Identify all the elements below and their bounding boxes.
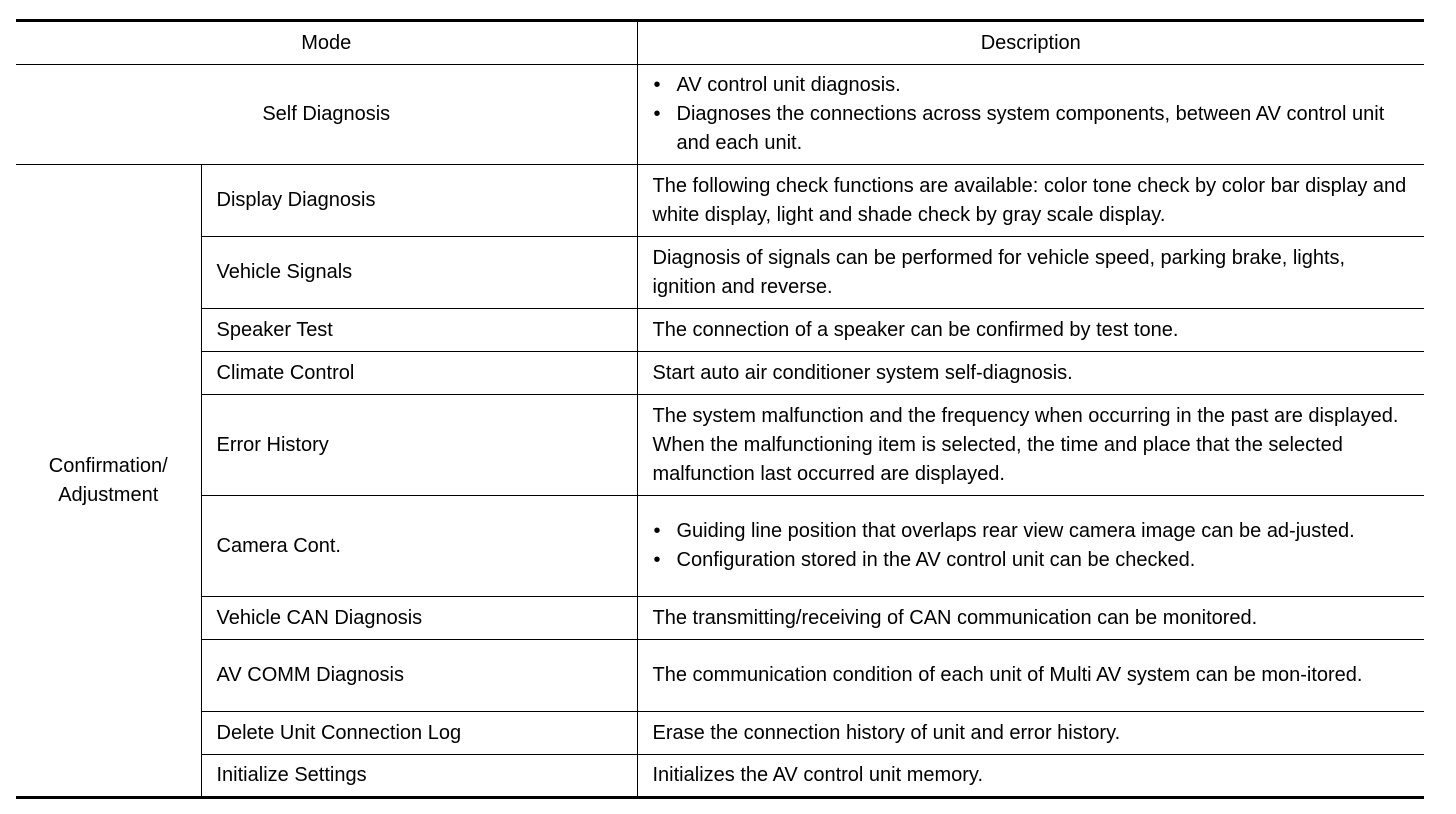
description-column-header: Description <box>637 21 1424 65</box>
description-cell: The connection of a speaker can be confirmed by test tone. <box>637 309 1424 352</box>
table-row <box>16 712 1424 755</box>
bullet-item: • Configuration stored in the AV control unit can be checked. <box>653 546 1415 575</box>
mode-cell: Initialize Settings <box>201 755 637 798</box>
table-row <box>16 309 1424 352</box>
bullet-item: • Guiding line position that overlaps rear view camera image can be ad-justed. <box>653 517 1415 546</box>
bullet-list <box>653 71 1415 158</box>
table-row <box>16 352 1424 395</box>
description-cell: Erase the connection history of unit and error history. <box>637 712 1424 755</box>
bullet-item: • Diagnoses the connections across system components, between AV control unit and each unit. <box>653 100 1415 158</box>
mode-cell: Display Diagnosis <box>201 165 637 237</box>
table-row <box>16 65 1424 165</box>
mode-cell: Error History <box>201 395 637 496</box>
description-cell: The system malfunction and the frequency when occurring in the past are displayed. When the malfunctioning item is selected, the time and place that the selected malfunction last occurred are displayed. <box>637 395 1424 496</box>
description-cell: The transmitting/receiving of CAN communication can be monitored. <box>637 597 1424 640</box>
description-cell: The communication condition of each unit of Multi AV system can be mon-itored. <box>637 640 1424 712</box>
table-row <box>16 496 1424 597</box>
table-row <box>16 640 1424 712</box>
mode-cell: Vehicle CAN Diagnosis <box>201 597 637 640</box>
description-cell: The following check functions are available: color tone check by color bar display and white display, light and shade check by gray scale display. <box>637 165 1424 237</box>
confirmation-adjustment-group-label: Confirmation/ Adjustment <box>16 165 201 798</box>
bullet-list <box>653 517 1415 575</box>
table-row <box>16 395 1424 496</box>
self-diagnosis-mode: Self Diagnosis <box>16 65 637 165</box>
table-row <box>16 237 1424 309</box>
description-cell: Initializes the AV control unit memory. <box>637 755 1424 798</box>
mode-cell: Climate Control <box>201 352 637 395</box>
mode-cell: AV COMM Diagnosis <box>201 640 637 712</box>
self-diagnosis-description <box>637 65 1424 165</box>
mode-cell: Vehicle Signals <box>201 237 637 309</box>
description-cell: Start auto air conditioner system self-diagnosis. <box>637 352 1424 395</box>
description-cell <box>637 496 1424 597</box>
description-cell: Diagnosis of signals can be performed for vehicle speed, parking brake, lights, ignition and reverse. <box>637 237 1424 309</box>
table-header-row <box>16 21 1424 65</box>
mode-description-table <box>16 19 1424 799</box>
table-row <box>16 165 1424 237</box>
mode-cell: Delete Unit Connection Log <box>201 712 637 755</box>
table-row <box>16 755 1424 798</box>
mode-column-header: Mode <box>16 21 637 65</box>
table-row <box>16 597 1424 640</box>
bullet-item: • AV control unit diagnosis. <box>653 71 1415 100</box>
mode-cell: Camera Cont. <box>201 496 637 597</box>
mode-cell: Speaker Test <box>201 309 637 352</box>
